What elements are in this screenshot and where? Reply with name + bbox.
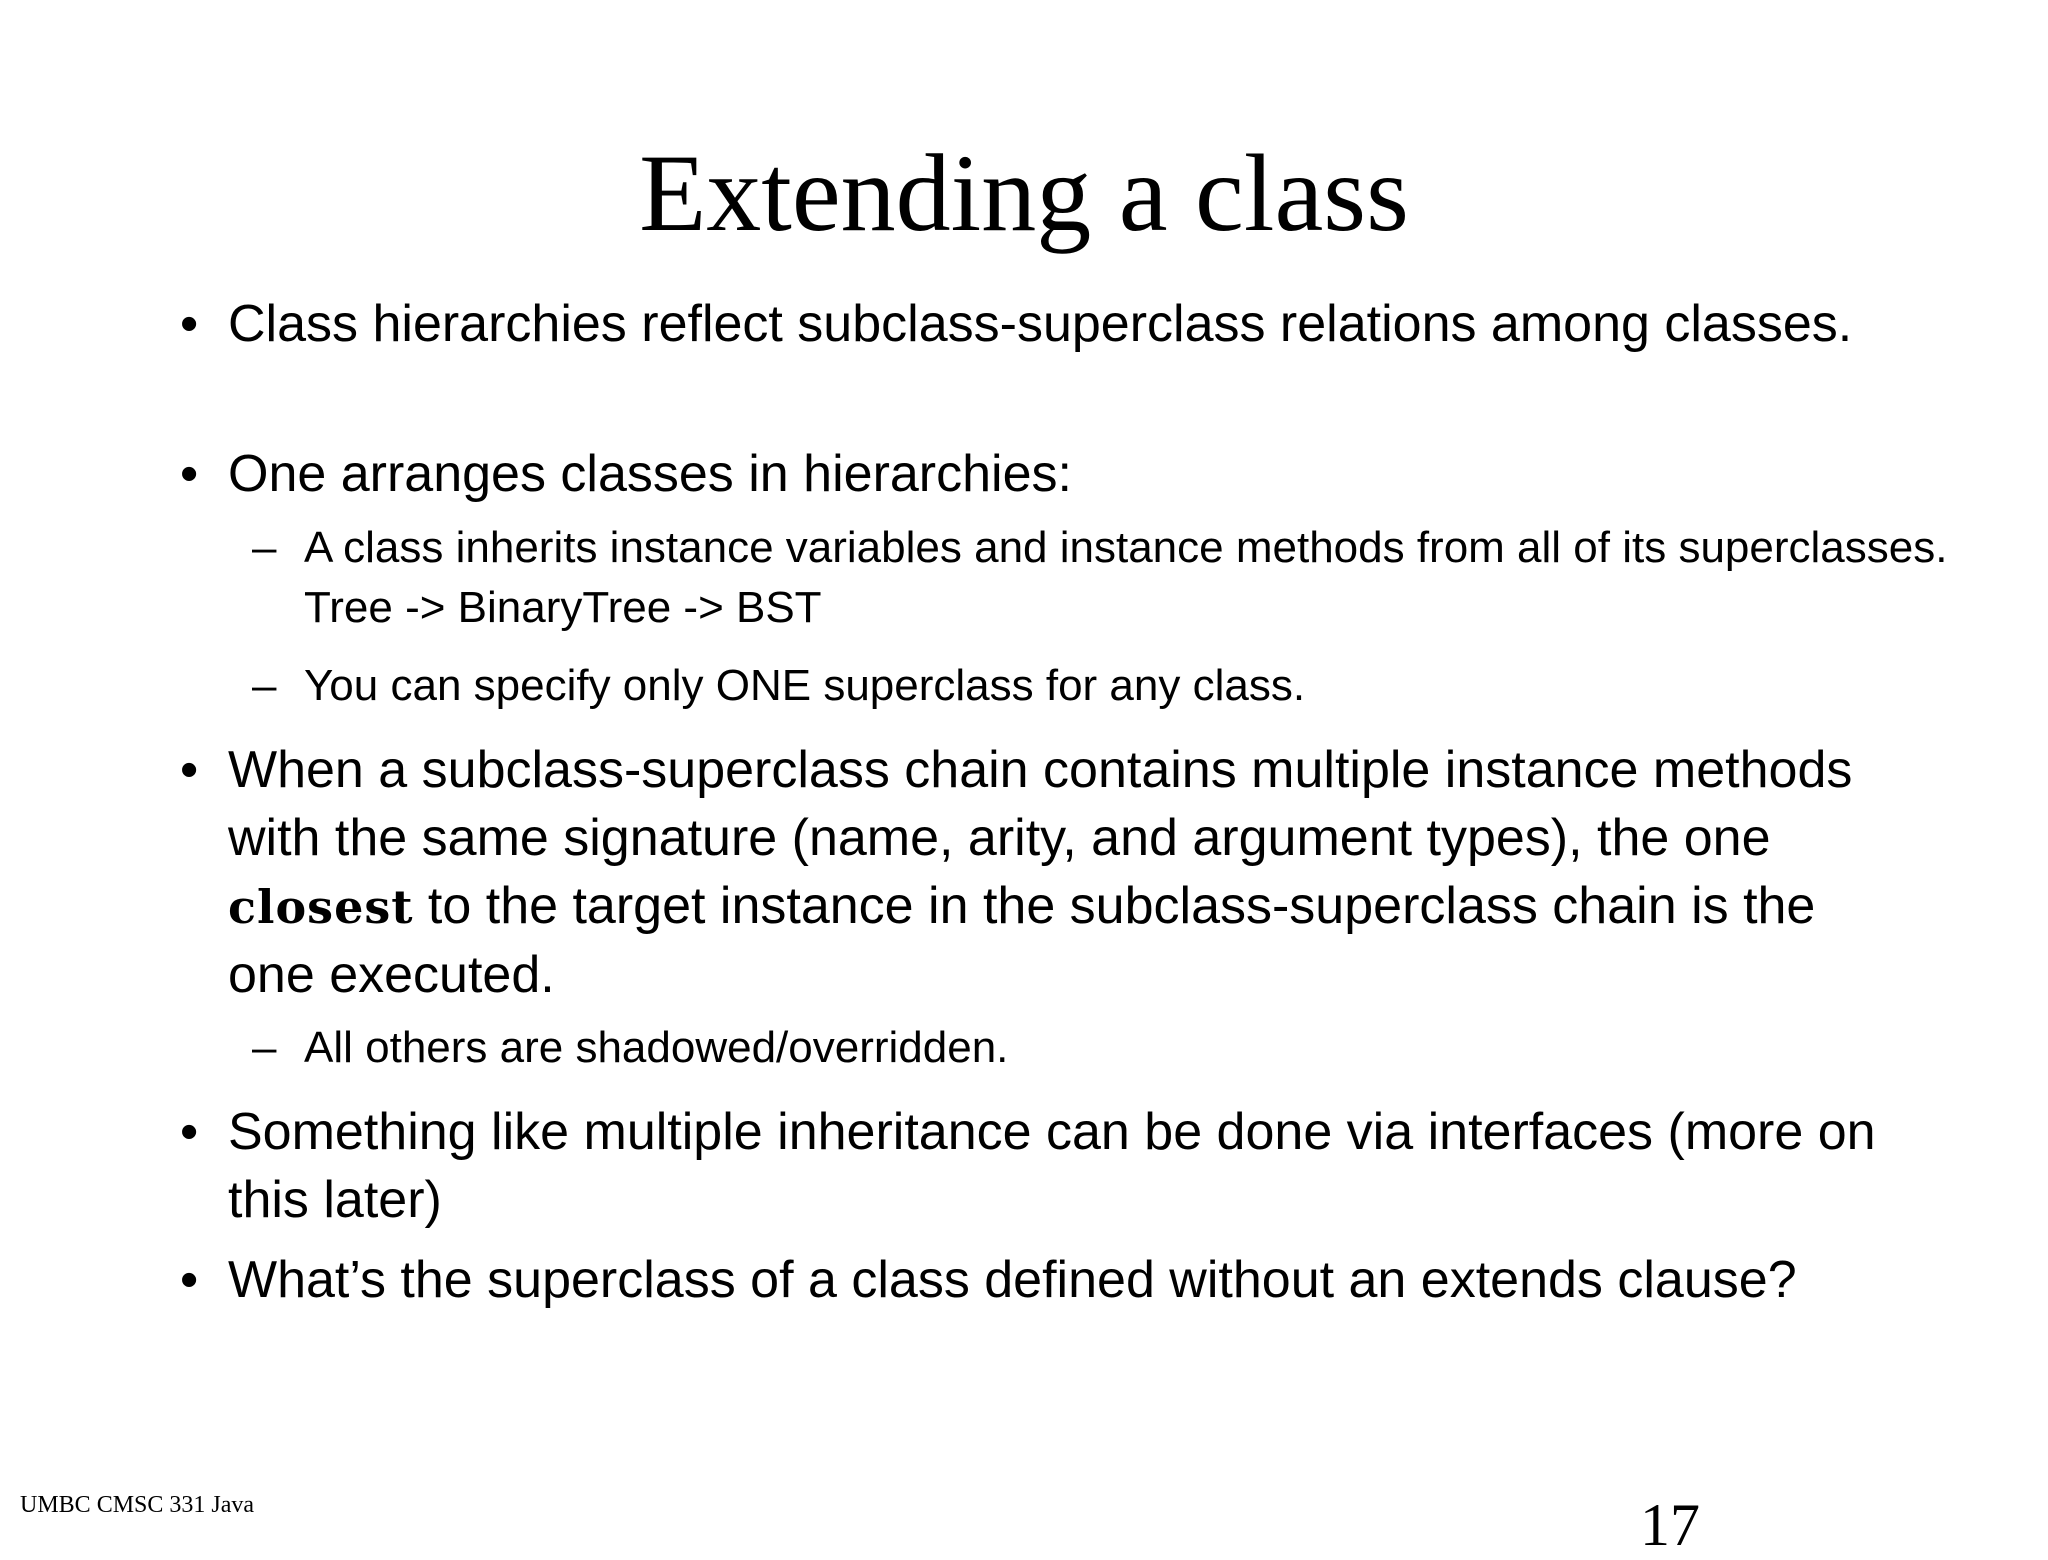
- dash-marker: –: [252, 523, 277, 572]
- bullet-marker: •: [180, 1251, 199, 1309]
- bullet-item: [180, 290, 1878, 358]
- footer-course: UMBC CMSC 331 Java: [20, 1492, 255, 1518]
- bullet-text-before: When a subclass-superclass chain contains multiple instance methods with the same signature (name, arity, and argument types), the one: [228, 741, 1853, 867]
- bullet-marker: •: [180, 741, 199, 799]
- emphasis-word: closest: [228, 880, 414, 934]
- bullet-text-after: to the target instance in the subclass-superclass chain is the one executed.: [228, 877, 1816, 1004]
- bullet-marker: •: [180, 295, 199, 353]
- bullet-text: Class hierarchies reflect subclass-superclass relations among classes.: [228, 295, 1853, 353]
- bullet-text: One arranges classes in hierarchies:: [228, 445, 1072, 503]
- bullet-item: [180, 440, 1878, 508]
- bullet-marker: •: [180, 1103, 199, 1161]
- slide-title: Extending a class: [639, 132, 1409, 254]
- dash-marker: –: [252, 661, 277, 710]
- bullet-marker: •: [180, 445, 199, 503]
- page-number: 17: [1640, 1492, 1700, 1558]
- bullet-text: What’s the superclass of a class defined without an extends clause?: [228, 1251, 1797, 1309]
- bullet-item: [180, 1098, 1878, 1234]
- sub-bullet-item: [252, 656, 2004, 716]
- sub-bullet-text: A class inherits instance variables and instance methods from all of its superclasses. Tree -> BinaryTree -> BST: [304, 523, 1948, 632]
- bullet-item: [180, 736, 1878, 1009]
- sub-bullet-item: [252, 1018, 2004, 1078]
- bullet-item: [180, 1246, 1878, 1314]
- sub-bullet-text: You can specify only ONE superclass for any class.: [304, 661, 1306, 710]
- dash-marker: –: [252, 1023, 277, 1072]
- sub-bullet-text: All others are shadowed/overridden.: [304, 1023, 1009, 1072]
- bullet-text: Something like multiple inheritance can be done via interfaces (more on this later): [228, 1103, 1876, 1229]
- sub-bullet-item: [252, 518, 2004, 638]
